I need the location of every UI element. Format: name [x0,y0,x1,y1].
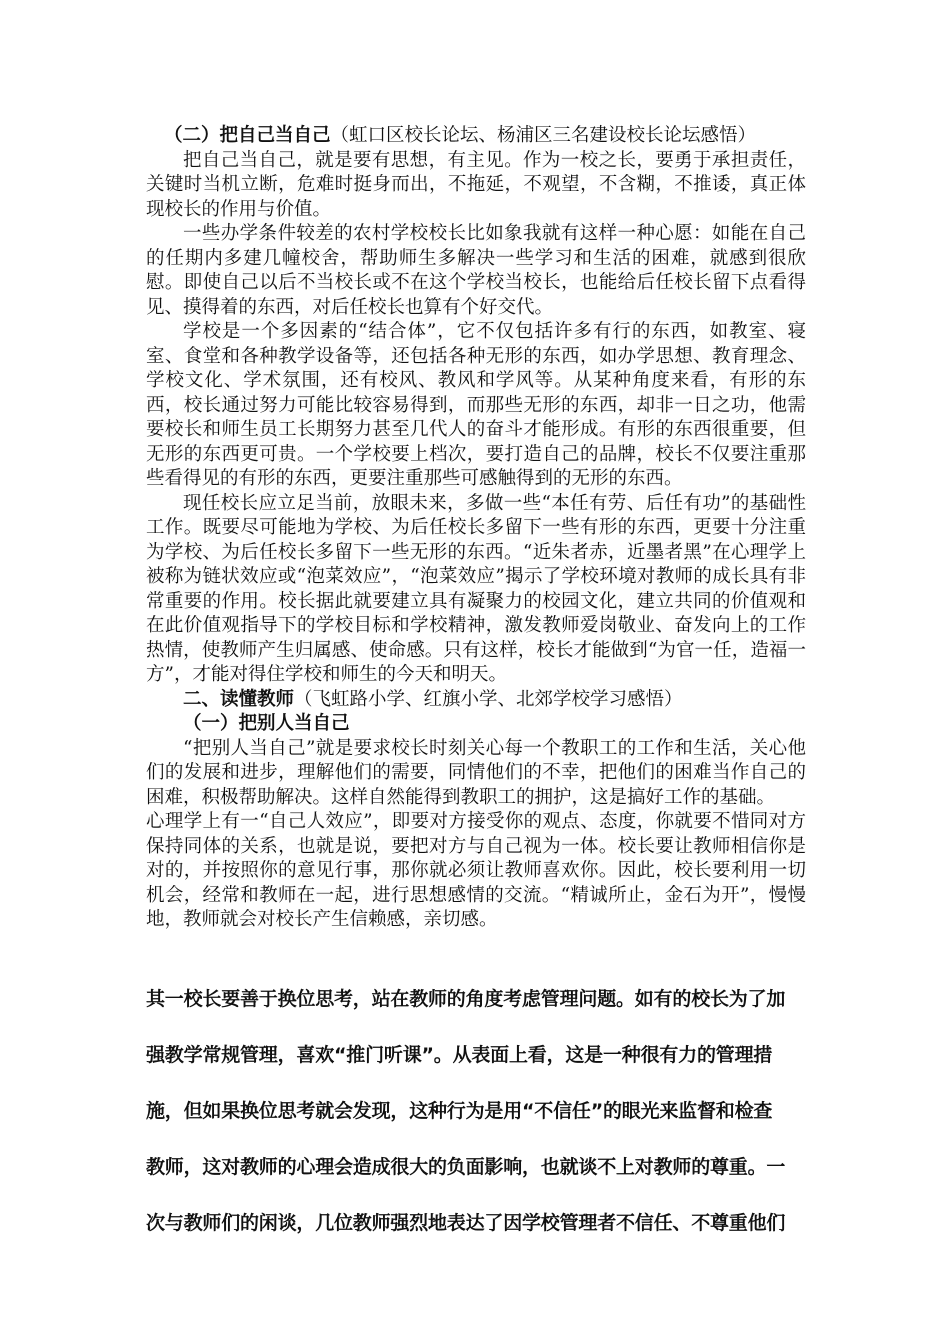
section-heading-2-a [146,712,806,737]
text-line: 施，但如果换位思考就会发现，这种行为是用“不信任”的眼光来监督和检查 [146,1100,773,1122]
paragraph: 一些办学条件较差的农村学校校长比如象我就有这样一种心愿：如能在自己的任期内多建几幢校舍，帮助师生多解决一些学习和生活的困难，就感到很欣慰。即使自己以后不当校长或不在这个学校当校长，也能给后任校长留下点看得见、摸得着的东西，对后任校长也算有个好交代。 [146,223,806,318]
text-line: 次与教师们的闲谈，几位教师强烈地表达了因学校管理者不信任、不尊重他们 [146,1212,786,1234]
text-line: 其一校长要善于换位思考，站在教师的角度考虑管理问题。如有的校长为了加 [146,988,786,1010]
paragraph: 把自己当自己，就是要有思想，有主见。作为一校之长，要勇于承担责任，关键时当机立断，危难时挺身而出，不拖延，不观望，不含糊，不推诿，真正体现校长的作用与价值。 [146,149,806,220]
text-line: 强教学常规管理，喜欢“推门听课”。从表面上看，这是一种很有力的管理措 [146,1044,773,1066]
paragraph: 心理学上有一“自己人效应”，即要对方接受你的观点、态度，你就要不惜同对方保持同体的关系，也就是说，要把对方与自己视为一体。校长要让教师相信你是对的，并按照你的意见行事，那你就必须让教师喜欢你。因此，校长要利用一切机会，经常和教师在一起，进行思想感情的交流。“精诚所止，金石为开”，慢慢地，教师就会对校长产生信赖感，亲切感。 [146,811,806,930]
section-heading-title: （二）把自己当自己 [164,125,331,146]
section-heading-2-1 [146,124,806,149]
section-heading-title: 二、读懂教师 [183,688,295,710]
paragraph: 现任校长应立足当前，放眼未来，多做一些“本任有劳、后任有功”的基础性工作。既要尽可能地为学校、为后任校长多留下一些有形的东西，更要十分注重为学校、为后任校长多留下一些无形的东西。“近朱者赤，近墨者黑”在心理学上被称为链状效应或“泡菜效应”，“泡菜效应”揭示了学校环境对教师的成长具有非常重要的作用。校长据此就要建立具有凝聚力的校园文化，建立共同的价值观和在此价值观指导下的学校目标和学校精神，激发教师爱岗敬业、奋发向上的工作热情，使教师产生归属感、使命感。只有这样，校长才能做到“为官一任，造福一方”，才能对得住学校和师生的今天和明天。 [146,492,806,685]
section-heading-2 [146,688,806,713]
text-line: 教师，这对教师的心理会造成很大的负面影响，也就谈不上对教师的尊重。一 [146,1156,786,1178]
main-text-block [146,124,806,933]
section-heading-note: （虹口区校长论坛、杨浦区三名建设校长论坛感悟） [330,125,757,146]
section-heading-title: （一）把别人当自己 [183,713,350,734]
section-heading-note: （飞虹路小学、红旗小学、北郊学校学习感悟） [294,688,683,710]
paragraph: “把别人当自己”就是要求校长时刻关心每一个教职工的工作和生活，关心他们的发展和进步，理解他们的需要，同情他们的不幸，把他们的困难当作自己的困难，积极帮助解决。这样自然能得到教职工的拥护，这是搞好工作的基础。 [146,737,806,808]
paragraph: 学校是一个多因素的“结合体”，它不仅包括许多有行的东西，如教室、寝室、食堂和各种教学设备等，还包括各种无形的东西，如办学思想、教育理念、学校文化、学术氛围，还有校风、教风和学风等。从某种角度来看，有形的东西，校长通过努力可能比较容易得到，而那些无形的东西，却非一日之功，他需要校长和师生员工长期努力甚至几代人的奋斗才能形成。有形的东西很重要，但无形的东西更可贵。一个学校要上档次，要打造自己的品牌，校长不仅要注重那些看得见的有形的东西，更要注重那些可感触得到的无形的东西。 [146,321,806,489]
